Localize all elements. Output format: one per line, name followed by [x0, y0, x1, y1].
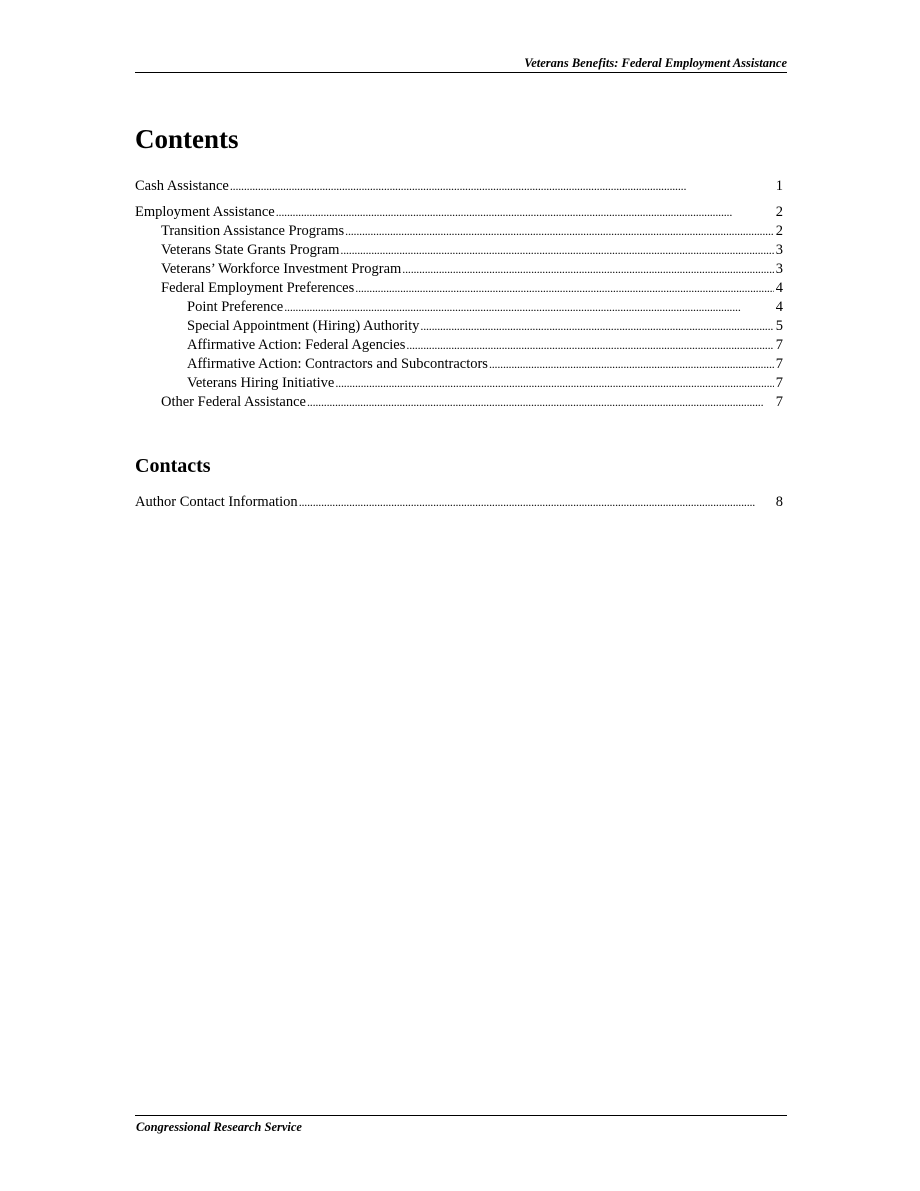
footer-divider [135, 1115, 787, 1116]
toc-entry-title: Point Preference [187, 299, 284, 315]
toc-entry-page: 1 [775, 178, 783, 194]
toc-entry-affirmative-action-federal-agencies[interactable] [135, 336, 783, 355]
toc-entry-page: 7 [775, 356, 783, 372]
toc-entry-affirmative-action-contractors[interactable] [135, 355, 783, 374]
toc-dot-leader [489, 355, 774, 374]
toc-entry-employment-assistance[interactable] [135, 203, 783, 222]
toc-entry-title: Affirmative Action: Contractors and Subcontractors [187, 356, 488, 372]
toc-entry-page: 2 [775, 223, 783, 239]
toc-entry-title: Cash Assistance [135, 178, 229, 194]
toc-dot-leader [355, 279, 773, 298]
toc-entry-title: Federal Employment Preferences [161, 280, 355, 296]
contacts-list [135, 493, 783, 512]
toc-dot-leader [299, 493, 774, 512]
toc-entry-author-contact-information[interactable] [135, 493, 783, 512]
toc-entry-special-appointment-authority[interactable] [135, 317, 783, 336]
contents-heading: Contents [135, 124, 239, 154]
toc-entry-page: 4 [775, 280, 783, 296]
toc-entry-page: 7 [775, 337, 783, 353]
toc-entry-page: 5 [775, 318, 783, 334]
toc-dot-leader [284, 298, 774, 317]
toc-entry-title: Special Appointment (Hiring) Authority [187, 318, 420, 334]
toc-entry-cash-assistance[interactable] [135, 177, 783, 196]
running-footer: Congressional Research Service [136, 1120, 302, 1134]
toc-entry-page: 8 [775, 494, 783, 510]
toc-entry-federal-employment-preferences[interactable] [135, 279, 783, 298]
toc-entry-page: 7 [775, 375, 783, 391]
toc-entry-title: Other Federal Assistance [161, 394, 306, 410]
header-divider [135, 72, 787, 73]
toc-dot-leader [406, 336, 773, 355]
toc-entry-title: Veterans State Grants Program [161, 242, 340, 258]
toc-entry-page: 3 [775, 261, 783, 277]
toc-entry-other-federal-assistance[interactable] [135, 393, 783, 412]
toc-entry-page: 4 [775, 299, 783, 315]
toc-entry-title: Transition Assistance Programs [161, 223, 345, 239]
toc-entry-veterans-state-grants-program[interactable] [135, 241, 783, 260]
toc-dot-leader [345, 222, 774, 241]
toc-entry-point-preference[interactable] [135, 298, 783, 317]
toc-dot-leader [420, 317, 773, 336]
toc-dot-leader [335, 374, 773, 393]
toc-entry-title: Veterans’ Workforce Investment Program [161, 261, 402, 277]
toc-entry-title: Veterans Hiring Initiative [187, 375, 335, 391]
toc-dot-leader [340, 241, 773, 260]
toc-dot-leader [276, 203, 774, 222]
running-header: Veterans Benefits: Federal Employment Assistance [524, 56, 787, 70]
toc-entry-title: Employment Assistance [135, 204, 275, 220]
toc-dot-leader [307, 393, 774, 412]
toc-dot-leader [402, 260, 773, 279]
toc-entry-page: 7 [775, 394, 783, 410]
table-of-contents [135, 177, 783, 412]
toc-entry-page: 2 [775, 204, 783, 220]
toc-entry-page: 3 [775, 242, 783, 258]
toc-dot-leader [230, 177, 774, 196]
toc-entry-title: Author Contact Information [135, 494, 298, 510]
toc-entry-veterans-workforce-investment-program[interactable] [135, 260, 783, 279]
contacts-heading: Contacts [135, 455, 211, 477]
toc-entry-veterans-hiring-initiative[interactable] [135, 374, 783, 393]
toc-entry-transition-assistance-programs[interactable] [135, 222, 783, 241]
toc-entry-title: Affirmative Action: Federal Agencies [187, 337, 406, 353]
